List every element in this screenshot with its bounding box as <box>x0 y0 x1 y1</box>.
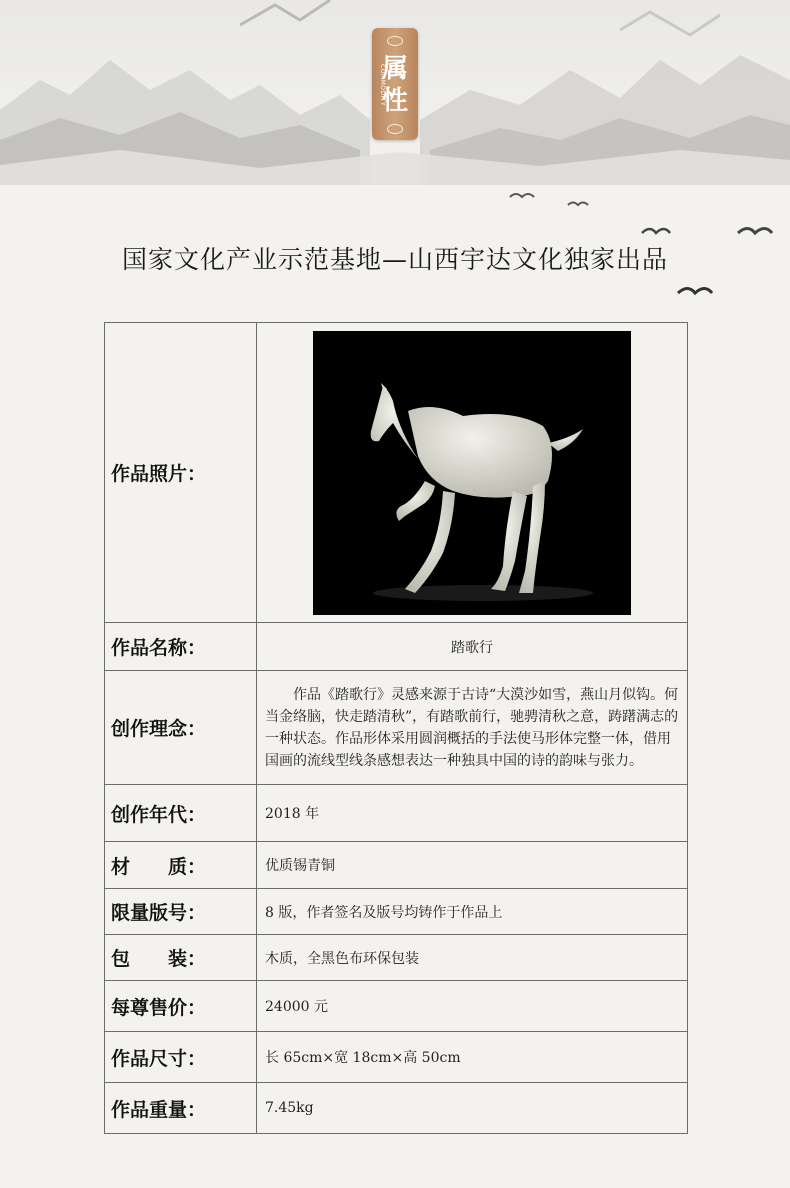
row-label-price: 每尊售价： <box>105 981 257 1032</box>
artwork-edition: 8 版，作者签名及版号均铸作于作品上 <box>257 889 688 935</box>
row-label-material: 材 质： <box>105 842 257 889</box>
table-row <box>105 785 688 842</box>
attribute-badge <box>372 28 418 140</box>
table-row <box>105 842 688 889</box>
row-label-name: 作品名称： <box>105 623 257 671</box>
badge-char-2: 性 <box>381 86 408 116</box>
artwork-concept: 作品《踏歌行》灵感来源于古诗“大漠沙如雪，燕山月似钩。何当金络脑，快走踏清秋”，有踏歌前行，驰骋清秋之意，踌躇满志的一种状态。作品形体采用圆润概括的手法使马形体完整一体，借用国画的流线型线条感想表达一种独具中国的诗的韵味与张力。 <box>257 671 688 785</box>
table-row <box>105 623 688 671</box>
artwork-packaging: 木质，全黑色布环保包装 <box>257 935 688 981</box>
badge-ornament-bottom <box>387 124 403 134</box>
header-banner <box>0 0 790 185</box>
table-row <box>105 323 688 623</box>
row-label-edition: 限量版号： <box>105 889 257 935</box>
row-label-photo: 作品照片： <box>105 323 257 623</box>
table-row <box>105 1083 688 1134</box>
artwork-price: 24000 元 <box>257 981 688 1032</box>
badge-english-text: COMMODITY <box>379 64 386 107</box>
table-row <box>105 1032 688 1083</box>
product-spec-table <box>104 322 688 1134</box>
row-label-concept: 创作理念： <box>105 671 257 785</box>
table-row <box>105 981 688 1032</box>
artwork-size: 长 65cm×宽 18cm×高 50cm <box>257 1032 688 1083</box>
row-label-size: 作品尺寸： <box>105 1032 257 1083</box>
row-label-year: 创作年代： <box>105 785 257 842</box>
row-label-weight: 作品重量： <box>105 1083 257 1134</box>
artwork-year: 2018 年 <box>257 785 688 842</box>
photo-cell <box>257 323 688 623</box>
table-row <box>105 935 688 981</box>
artwork-material: 优质锡青铜 <box>257 842 688 889</box>
table-row <box>105 889 688 935</box>
table-row <box>105 671 688 785</box>
page-headline: 国家文化产业示范基地—山西宇达文化独家出品 <box>121 245 668 274</box>
artwork-weight: 7.45kg <box>257 1083 688 1134</box>
artwork-photo <box>313 331 631 615</box>
artwork-name: 踏歌行 <box>257 623 688 671</box>
badge-char-1: 属 <box>381 54 408 84</box>
horse-sculpture-image <box>313 331 631 615</box>
badge-ornament-top <box>387 36 403 46</box>
row-label-packaging: 包 装： <box>105 935 257 981</box>
